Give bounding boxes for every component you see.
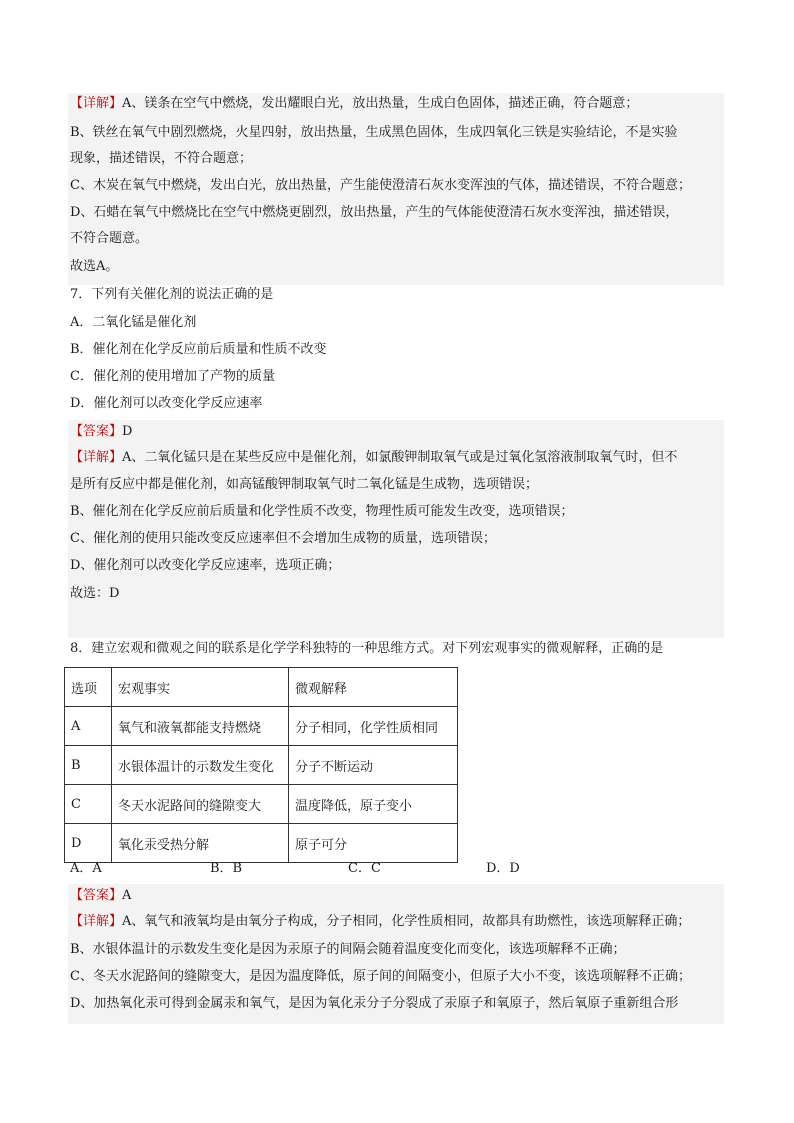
- q6-explain-line: 故选A。: [70, 259, 119, 274]
- table-cell: B: [65, 746, 112, 785]
- table-cell: 原子可分: [289, 824, 458, 863]
- table-cell: A: [65, 707, 112, 746]
- q8-option: B．B: [210, 861, 243, 876]
- q7-option: A．二氧化锰是催化剂: [70, 315, 197, 330]
- q7-answer: 【答案】D: [70, 424, 133, 439]
- table-cell: 冬天水泥路间的缝隙变大: [112, 785, 289, 824]
- table-cell: 氧化汞受热分解: [112, 824, 289, 863]
- table-cell: 分子相同，化学性质相同: [289, 707, 458, 746]
- table-header-cell: 宏观事实: [112, 668, 289, 707]
- q8-explain-line: D、加热氧化汞可得到金属汞和氧气，是因为氧化汞分子分裂成了汞原子和氧原子，然后氧原子重新组合形: [70, 996, 679, 1011]
- table-row: [65, 824, 458, 863]
- q8-explain-line: B、水银体温计的示数发生变化是因为汞原子的间隔会随着温度变化而变化，该选项解释不正确；: [70, 942, 626, 957]
- q7-explain-line: C、催化剂的使用只能改变反应速率但不会增加生成物的质量，选项错误；: [70, 531, 496, 546]
- table-header-cell: 微观解释: [289, 668, 458, 707]
- explain-tag: 【详解】: [70, 914, 123, 929]
- table-cell: 温度降低，原子变小: [289, 785, 458, 824]
- table-cell: C: [65, 785, 112, 824]
- q8-option: A．A: [70, 861, 102, 876]
- q8-answer: 【答案】A: [70, 888, 132, 903]
- q6-explain-line: 【详解】A、镁条在空气中燃烧，发出耀眼白光，放出热量，生成白色固体，描述正确，符合题意；: [70, 96, 639, 111]
- table-row: [65, 785, 458, 824]
- table-cell: 分子不断运动: [289, 746, 458, 785]
- q6-explain-line: 不符合题意。: [70, 231, 149, 246]
- answer-tag: 【答案】: [70, 888, 123, 903]
- q6-explain-line: B、铁丝在氧气中剧烈燃烧，火星四射，放出热量，生成黑色固体，生成四氧化三铁是实验结论，不是实验: [70, 125, 678, 140]
- table-row: [65, 746, 458, 785]
- explain-tag: 【详解】: [70, 450, 123, 465]
- q7-option: B．催化剂在化学反应前后质量和性质不改变: [70, 342, 327, 357]
- table-row: [65, 707, 458, 746]
- table-cell: 氧气和液氧都能支持燃烧: [112, 707, 289, 746]
- q8-explain-line: 【详解】A、氧气和液氧均是由氧分子构成，分子相同，化学性质相同，故都具有助燃性，该选项解释正确；: [70, 914, 691, 929]
- q7-option: C．催化剂的使用增加了产物的质量: [70, 369, 275, 384]
- q8-option: D．D: [486, 861, 520, 876]
- q8-table: [64, 667, 458, 863]
- table-cell: D: [65, 824, 112, 863]
- q6-explain-line: D、石蜡在氧气中燃烧比在空气中燃烧更剧烈，放出热量，产生的气体能使澄清石灰水变浑浊，描述错误，: [70, 205, 679, 220]
- q8-explain-line: C、冬天水泥路间的缝隙变大，是因为温度降低，原子间的间隔变小，但原子大小不变，该选项解释不正确；: [70, 969, 691, 984]
- q7-explain-line: B、催化剂在化学反应前后质量和化学性质不改变，物理性质可能发生改变，选项错误；: [70, 504, 574, 519]
- table-header-cell: 选项: [65, 668, 112, 707]
- q7-option: D．催化剂可以改变化学反应速率: [70, 396, 263, 411]
- q7-explain-line: 【详解】A、二氧化锰只是在某些反应中是催化剂，如氯酸钾制取氧气或是过氧化氢溶液制取氧气时，但不: [70, 450, 678, 465]
- q6-explain-line: C、木炭在氧气中燃烧，发出白光，放出热量，产生能使澄清石灰水变浑浊的气体，描述错误，不符合题意；: [70, 178, 691, 193]
- q8-option: C．C: [348, 861, 381, 876]
- explain-tag: 【详解】: [70, 96, 123, 111]
- q6-explain-line: 现象，描述错误，不符合题意；: [70, 151, 253, 166]
- q7-explain-line: 故选：D: [70, 586, 120, 601]
- table-cell: 水银体温计的示数发生变化: [112, 746, 289, 785]
- q7-explain-line: 是所有反应中都是催化剂，如高锰酸钾制取氧气时二氧化锰是生成物，选项错误；: [70, 477, 539, 492]
- q7-explain-line: D、催化剂可以改变化学反应速率，选项正确；: [70, 558, 341, 573]
- q7-stem: 7．下列有关催化剂的说法正确的是: [70, 287, 274, 302]
- q8-stem: 8．建立宏观和微观之间的联系是化学学科独特的一种思维方式。对下列宏观事实的微观解释，正确的是: [70, 641, 664, 656]
- answer-tag: 【答案】: [70, 424, 123, 439]
- table-header-row: [65, 668, 458, 707]
